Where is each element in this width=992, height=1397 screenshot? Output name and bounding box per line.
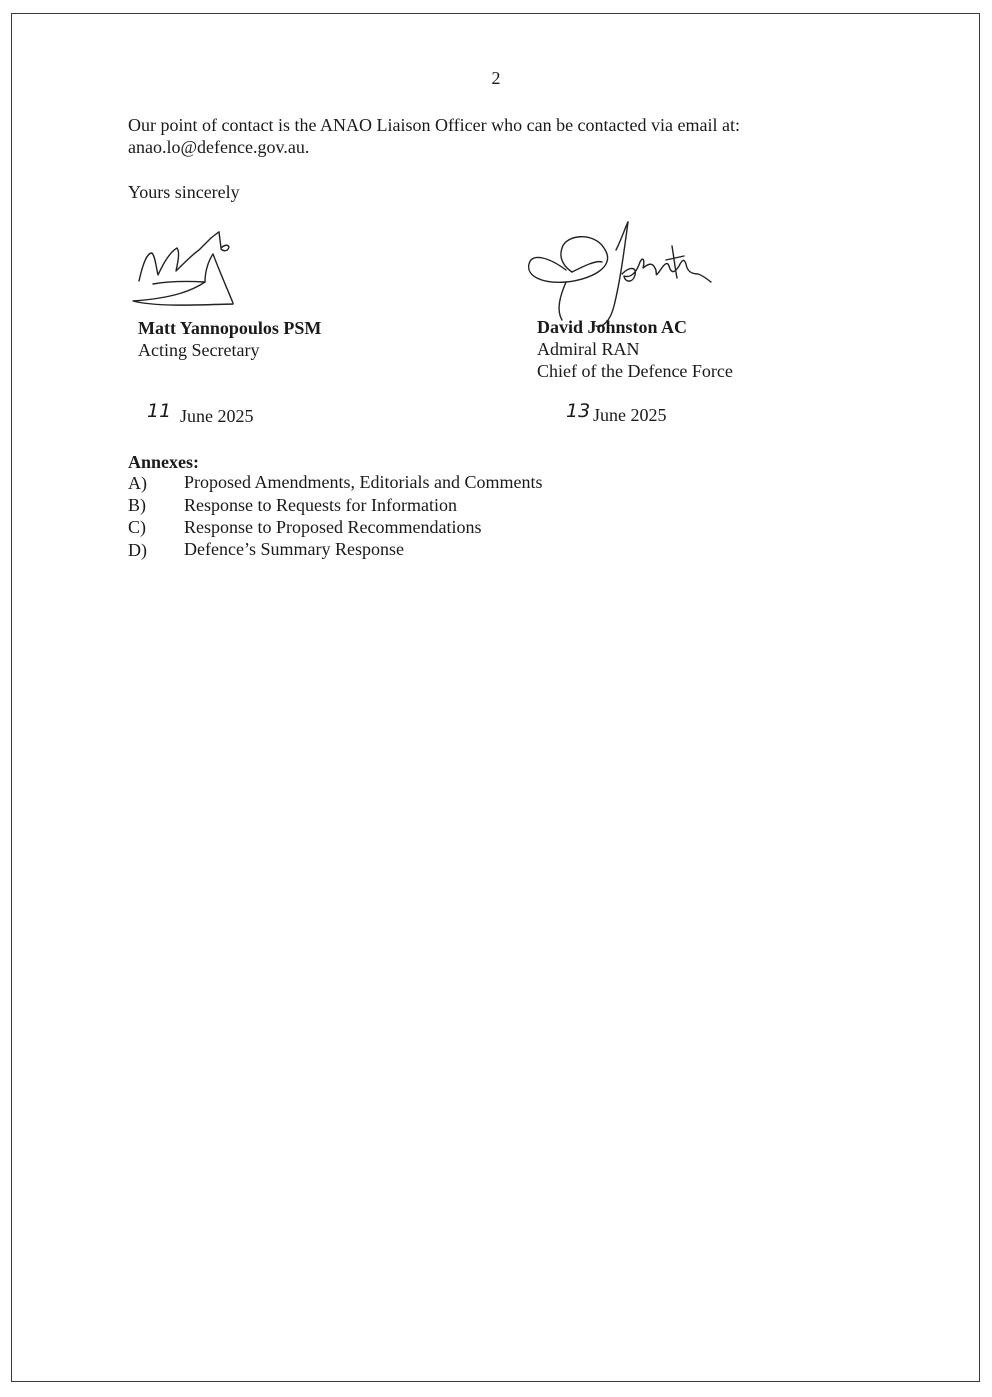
annex-letter-d: D) xyxy=(128,540,147,560)
signature-right xyxy=(526,222,711,330)
annex-item-c: Response to Proposed Recommendations xyxy=(184,517,482,537)
closing-salutation: Yours sincerely xyxy=(128,182,240,202)
right-date-day-handwritten: 13 xyxy=(566,400,591,422)
annex-letter-b: B) xyxy=(128,495,146,515)
left-date-day-handwritten: 11 xyxy=(147,400,172,422)
right-signatory-title: Chief of the Defence Force xyxy=(537,361,733,381)
left-signatory-title: Acting Secretary xyxy=(138,340,260,360)
page-border xyxy=(11,13,980,1382)
annex-item-a: Proposed Amendments, Editorials and Comments xyxy=(184,472,543,492)
right-signatory-rank: Admiral RAN xyxy=(537,339,640,359)
annex-item-b: Response to Requests for Information xyxy=(184,495,457,515)
left-date: June 2025 xyxy=(180,406,254,426)
contact-line-1: Our point of contact is the ANAO Liaison Officer who can be contacted via email at: xyxy=(128,115,740,135)
annex-letter-a: A) xyxy=(128,473,147,493)
left-signatory-name: Matt Yannopoulos PSM xyxy=(138,318,322,338)
signature-left xyxy=(125,228,250,313)
contact-email: anao.lo@defence.gov.au. xyxy=(128,137,310,157)
annex-letter-c: C) xyxy=(128,517,146,537)
right-signatory-name: David Johnston AC xyxy=(537,317,688,337)
right-date: June 2025 xyxy=(593,405,667,425)
annexes-heading: Annexes: xyxy=(128,452,199,472)
page-number: 2 xyxy=(491,68,501,88)
annex-item-d: Defence’s Summary Response xyxy=(184,539,404,559)
